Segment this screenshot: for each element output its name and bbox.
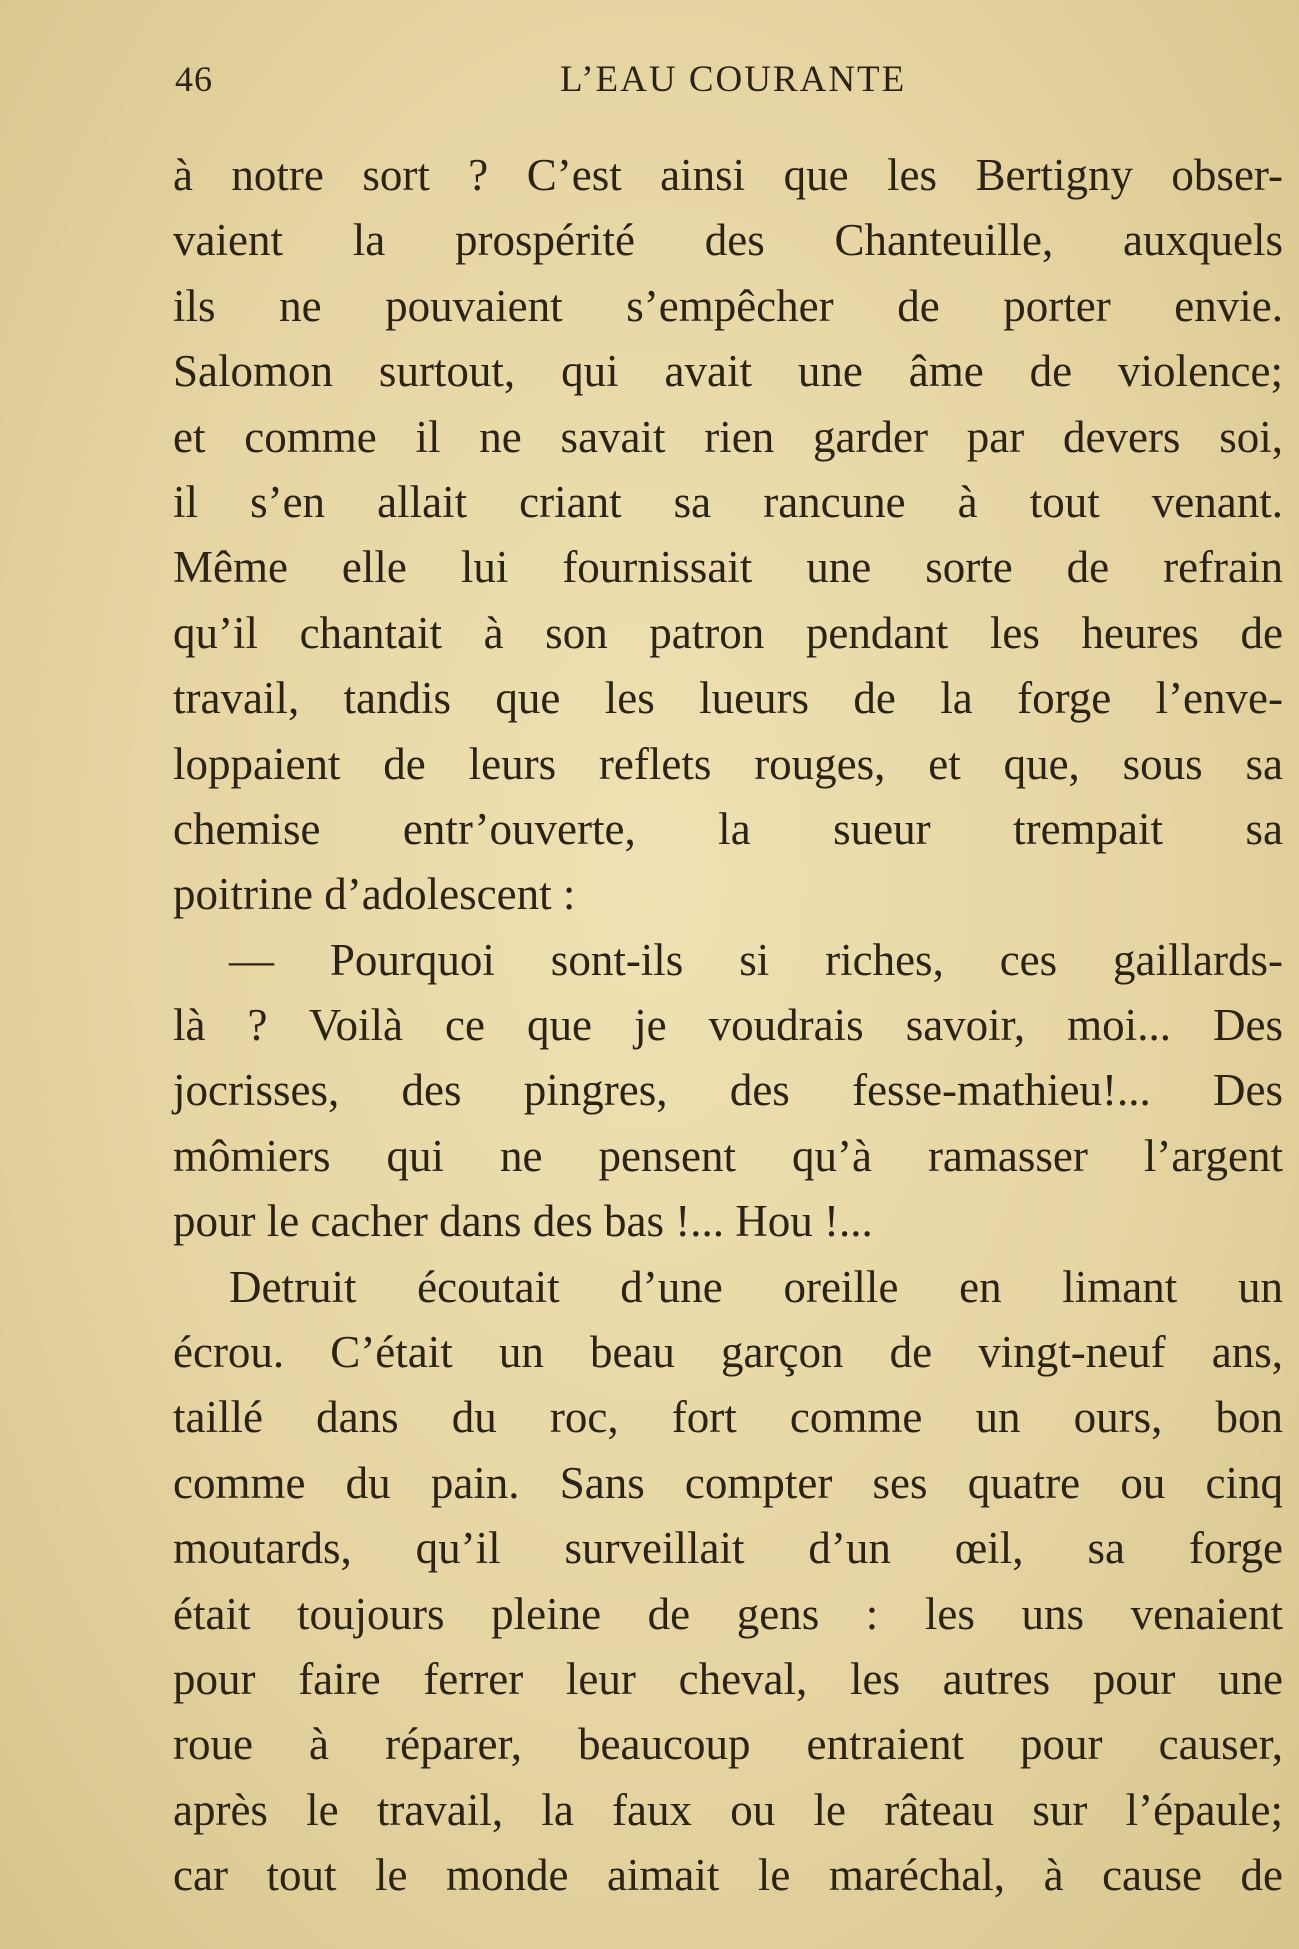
- text-line: Salomon surtout, qui avait une âme de violence;: [173, 346, 1283, 397]
- text-line: loppaient de leurs reflets rouges, et que, sous sa: [173, 738, 1283, 789]
- text-line: poitrine d’adolescent :: [173, 869, 576, 920]
- text-line: et comme il ne savait rien garder par devers soi,: [173, 411, 1283, 462]
- text-line: roue à réparer, beaucoup entraient pour causer,: [173, 1719, 1283, 1770]
- running-head: [175, 58, 1285, 114]
- text-line: il s’en allait criant sa rancune à tout venant.: [173, 476, 1283, 527]
- text-line: était toujours pleine de gens : les uns venaient: [173, 1588, 1283, 1639]
- text-line: à notre sort ? C’est ainsi que les Bertigny obser-: [173, 150, 1283, 200]
- text-line: Même elle lui fournissait une sorte de refrain: [173, 542, 1283, 593]
- page-number: 46: [175, 59, 213, 99]
- text-line: moutards, qu’il surveillait d’un œil, sa forge: [173, 1523, 1283, 1574]
- text-line: pour faire ferrer leur cheval, les autres pour une: [173, 1653, 1283, 1704]
- text-line: comme du pain. Sans compter ses quatre ou cinq: [173, 1457, 1283, 1508]
- text-line: — Pourquoi sont-ils si riches, ces gaillards-: [229, 934, 1283, 985]
- text-line: chemise entr’ouverte, la sueur trempait sa: [173, 803, 1283, 854]
- text-line: écrou. C’était un beau garçon de vingt-neuf ans,: [173, 1327, 1283, 1378]
- text-line: mômiers qui ne pensent qu’à ramasser l’argent: [173, 1130, 1283, 1181]
- running-title: L’EAU COURANTE: [560, 59, 907, 100]
- text-line: ils ne pouvaient s’empêcher de porter envie.: [173, 280, 1283, 331]
- text-line: là ? Voilà ce que je voudrais savoir, moi... Des: [173, 1000, 1283, 1051]
- text-line: car tout le monde aimait le maréchal, à cause de: [173, 1850, 1283, 1901]
- text-line: qu’il chantait à son patron pendant les heures de: [173, 607, 1283, 658]
- body-text: [173, 143, 1283, 1909]
- text-line: après le travail, la faux ou le râteau sur l’épaule;: [173, 1784, 1283, 1835]
- text-line: jocrisses, des pingres, des fesse-mathieu!... Des: [173, 1065, 1283, 1116]
- text-line: travail, tandis que les lueurs de la forge l’enve-: [173, 673, 1283, 724]
- text-line: pour le cacher dans des bas !... Hou !...: [173, 1196, 873, 1247]
- text-line: taillé dans du roc, fort comme un ours, bon: [173, 1392, 1283, 1443]
- text-line: vaient la prospérité des Chanteuille, auxquels: [173, 215, 1283, 266]
- text-line: Detruit écoutait d’une oreille en limant un: [229, 1261, 1283, 1312]
